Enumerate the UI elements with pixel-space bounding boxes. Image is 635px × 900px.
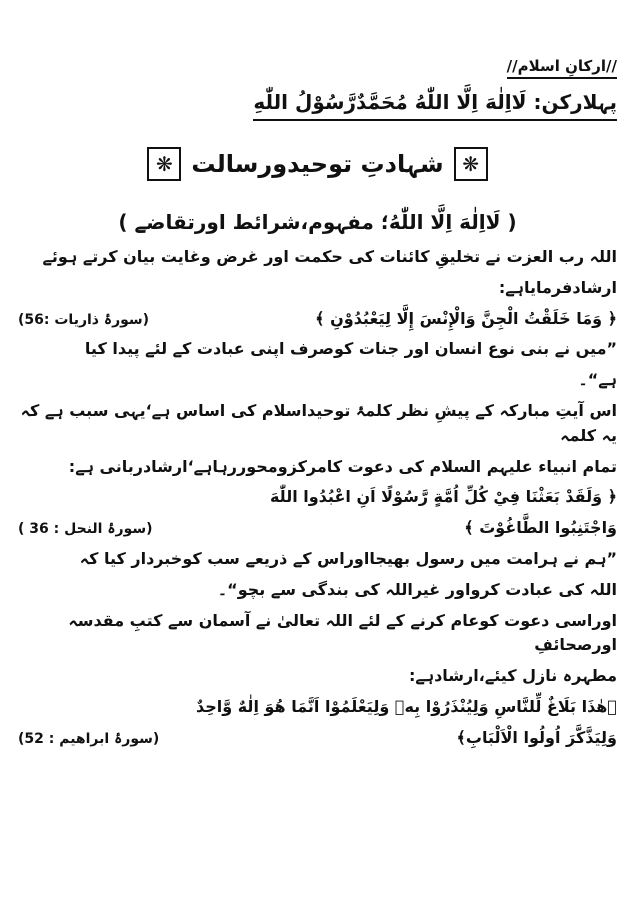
verse-row <box>18 726 617 751</box>
quran-verse: ﴿هٰذَا بَلَاغٌ لِّلنَّاسِ وَلِيُنْذَرُوْا بِهٖ وَلِيَعْلَمُوْا اَنَّمَا هُوَ اِلٰهٌ وَّاحِدٌ <box>195 696 617 716</box>
translation-line: ہے“۔ <box>578 370 617 390</box>
subtitle: ( لَااِلٰهَ اِلَّا اللّٰهُ؛ مفہوم،شرائط اورتقاضے ) <box>118 210 517 234</box>
translation-line: اللہ کی عبادت کرواور غیراللہ کی بندگی سے بچو“۔ <box>217 579 617 599</box>
quran-verse: وَلِيَذَّكَّرَ اُولُوا الْاَلْبَابِ﴾ <box>456 727 617 747</box>
verse-reference: (سورۂ النحل : 36 ) <box>18 521 153 538</box>
verse-reference: (سورۂ ذاریات :56) <box>18 311 150 328</box>
paragraph-line: اللہ رب العزت نے تخلیقِ کائنات کی حکمت اور غرض وغایت بیان کرتے ہوئے <box>42 247 617 266</box>
paragraph-line: تمام انبیاء علیہم السلام کی دعوت کامرکزومحوررہاہے‘ارشادربانی ہے: <box>68 456 617 476</box>
title-row <box>18 147 617 181</box>
ornament-right-icon: ❋ <box>454 147 488 181</box>
ornament-left-icon: ❋ <box>147 147 181 181</box>
section-label: //ارکانِ اسلام// <box>507 57 617 79</box>
paragraph-line: اس آیتِ مبارکہ کے پیشِ نظر کلمۂ توحیداسلام کی اساس ہے‘یہی سبب ہے کہ یہ کلمہ <box>20 400 617 445</box>
page-title: شہادتِ توحیدورسالت <box>191 150 444 178</box>
paragraph-line: ارشادفرمایاہے: <box>498 277 617 297</box>
paragraph-line: اوراسی دعوت کوعام کرنے کے لئے اللہ تعالیٰ نے آسمان سے کتبِ مقدسہ اورصحائفِ <box>68 610 617 655</box>
quran-verse: وَاجْتَنِبُوا الطَّاغُوْتَ ﴾ <box>464 518 617 538</box>
verse-reference: (سورۂ ابراهيم : 52) <box>18 730 160 747</box>
verse-row <box>18 307 617 332</box>
quran-verse: ﴿ وَلَقَدْ بَعَثْنَا فِيْ كُلِّ اُمَّةٍ رَّسُوْلًا اَنِ اعْبُدُوا اللّٰهَ <box>269 487 617 507</box>
pillar-heading: پہلارکن: لَااِلٰهَ اِلَّا اللّٰهُ مُحَمَّدٌرَّسُوْلُ اللّٰهِ <box>253 87 617 121</box>
translation-line: ”میں نے بنی نوع انسان اور جنات کوصرف اپنی عبادت کے لئے پیدا کیا <box>84 339 617 359</box>
verse-row <box>18 516 617 541</box>
quran-verse: ﴿ وَمَا خَلَقْتُ الْجِنَّ وَالْإِنْسَ إِلَّا لِيَعْبُدُوْنِ ﴾ <box>315 308 617 328</box>
paragraph-line: مطہرہ نازل کیئے،ارشادہے: <box>408 666 617 686</box>
translation-line: ”ہم نے ہرامت میں رسول بھیجااوراس کے ذریعے سب کوخبردار کیا کہ <box>79 548 617 568</box>
